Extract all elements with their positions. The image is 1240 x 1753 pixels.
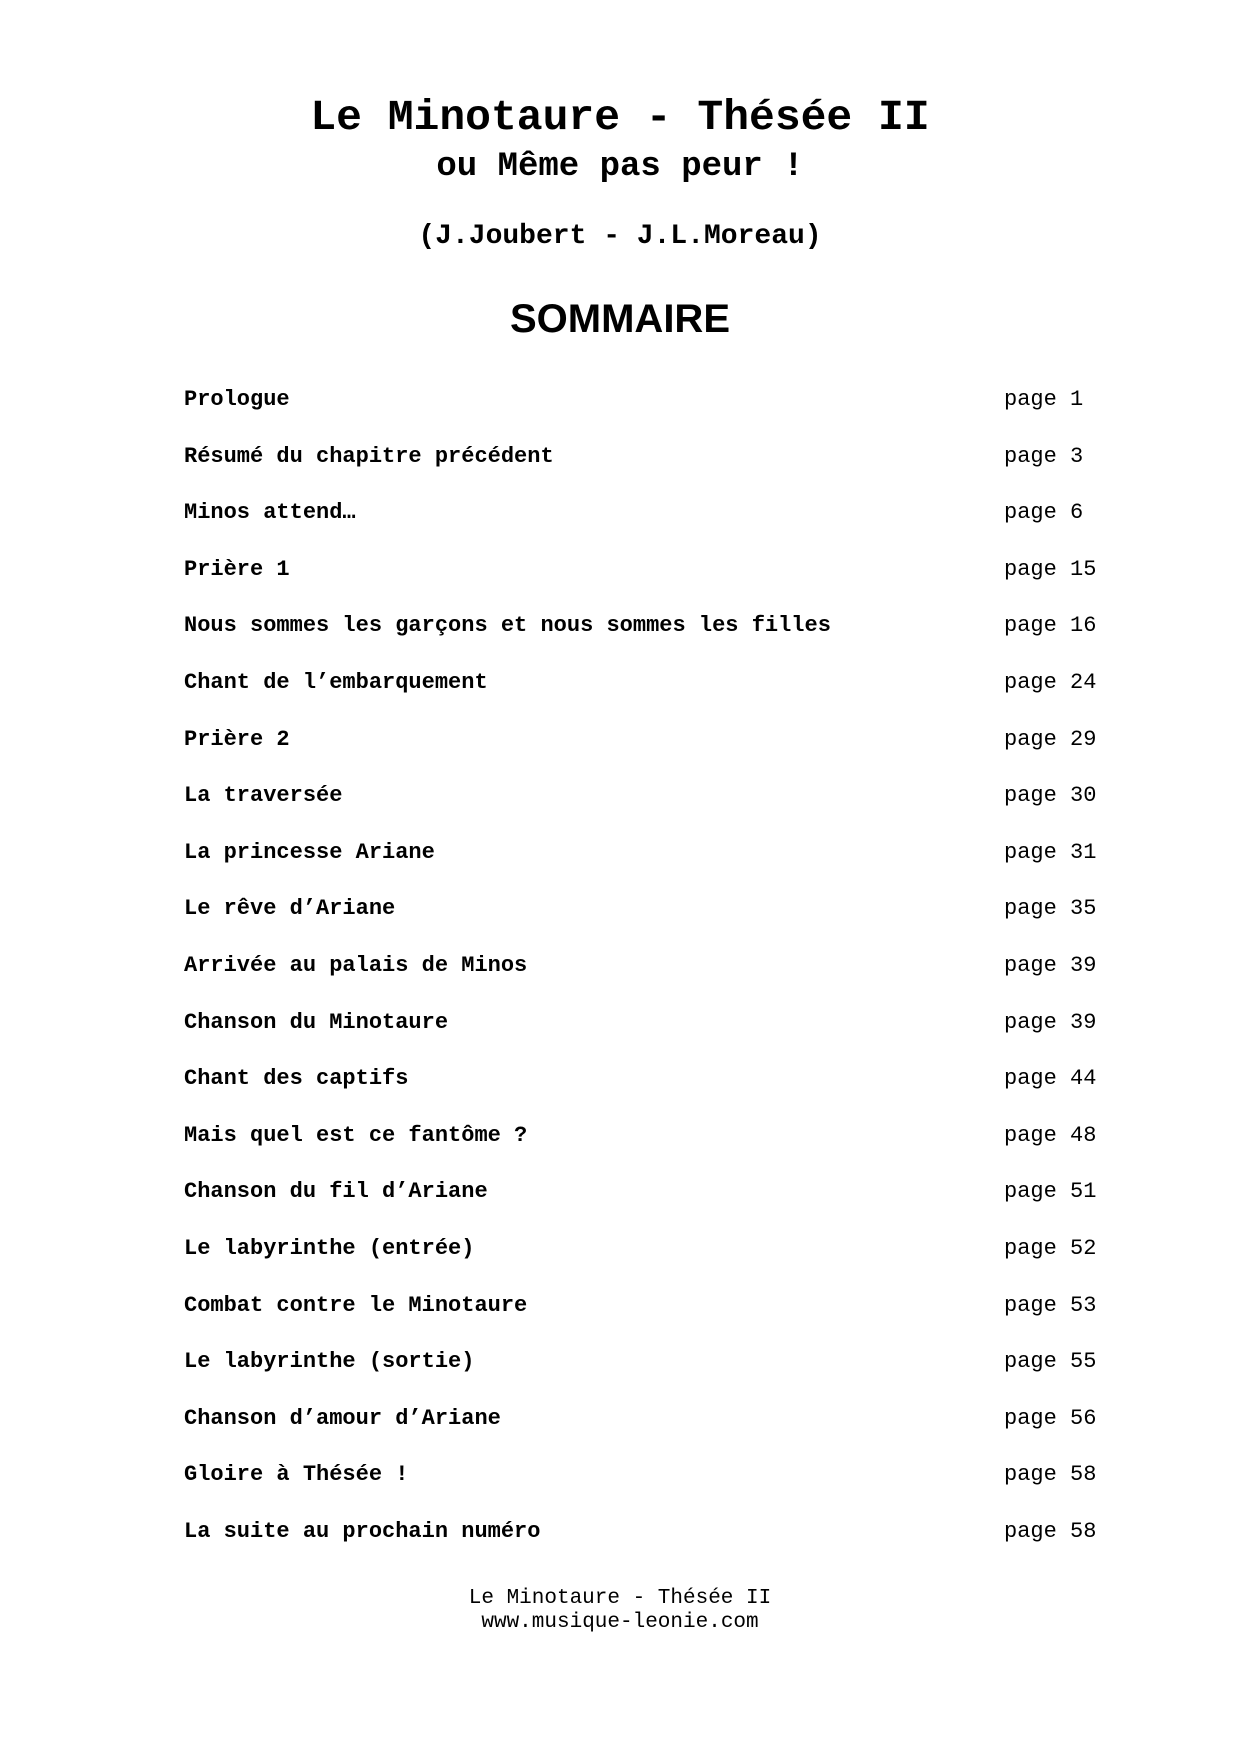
toc-entry-page: page 1: [1004, 387, 1084, 412]
toc-entry: [184, 1512, 1120, 1569]
toc-entry-title: Chanson du fil d’Ariane: [184, 1179, 488, 1205]
toc-entry-page: page 29: [1004, 726, 1097, 752]
toc-entry: [184, 437, 1120, 494]
toc-entry: [184, 889, 1120, 946]
table-of-contents: [184, 380, 1120, 1568]
toc-entry: [184, 833, 1120, 890]
toc-entry: [184, 1116, 1120, 1173]
toc-entry-page: page 16: [1004, 613, 1097, 639]
toc-entry-title: Chant de l’embarquement: [184, 669, 488, 695]
toc-entry: [184, 1003, 1120, 1060]
toc-entry-title: Le labyrinthe (entrée): [184, 1235, 475, 1261]
toc-entry-title: La suite au prochain numéro: [184, 1518, 541, 1544]
toc-entry: [184, 1455, 1120, 1512]
toc-entry-title: Résumé du chapitre précédent: [184, 443, 554, 469]
toc-entry: [184, 1229, 1120, 1286]
toc-entry-title: Gloire à Thésée !: [184, 1462, 409, 1488]
toc-entry-page: page 35: [1004, 896, 1097, 922]
toc-entry: [184, 493, 1120, 550]
toc-entry: [184, 1399, 1120, 1456]
toc-entry: [184, 1342, 1120, 1399]
toc-entry-page: page 31: [1004, 839, 1097, 865]
toc-entry-title: Prologue: [184, 387, 290, 412]
toc-entry-title: Chant des captifs: [184, 1066, 409, 1092]
toc-entry: [184, 606, 1120, 663]
document-title: Le Minotaure - Thésée II: [310, 93, 930, 142]
toc-entry-title: Le rêve d’Ariane: [184, 896, 396, 922]
toc-entry-page: page 39: [1004, 1009, 1097, 1035]
toc-entry-title: Prière 1: [184, 556, 290, 582]
toc-entry: [184, 550, 1120, 607]
toc-entry-title: Combat contre le Minotaure: [184, 1292, 528, 1318]
toc-entry-page: page 3: [1004, 443, 1084, 469]
toc-entry-page: page 56: [1004, 1405, 1097, 1431]
toc-entry-page: page 44: [1004, 1066, 1097, 1092]
toc-entry-page: page 51: [1004, 1179, 1097, 1205]
toc-entry: [184, 720, 1120, 777]
toc-entry-page: page 39: [1004, 952, 1097, 978]
table-of-contents-heading: SOMMAIRE: [510, 297, 730, 341]
toc-entry-page: page 6: [1004, 500, 1084, 526]
toc-entry-page: page 52: [1004, 1235, 1097, 1261]
toc-entry-title: Chanson d’amour d’Ariane: [184, 1405, 501, 1431]
authors-line: (J.Joubert - J.L.Moreau): [418, 221, 822, 252]
document-subtitle: ou Même pas peur !: [436, 148, 804, 186]
toc-entry-title: Le labyrinthe (sortie): [184, 1349, 475, 1375]
toc-entry: [184, 1172, 1120, 1229]
toc-entry: [184, 776, 1120, 833]
toc-entry-page: page 58: [1004, 1462, 1097, 1488]
toc-entry-title: La princesse Ariane: [184, 839, 435, 865]
toc-entry-page: page 48: [1004, 1122, 1097, 1148]
toc-entry: [184, 1059, 1120, 1116]
toc-entry-title: Nous sommes les garçons et nous sommes les filles: [184, 613, 831, 639]
toc-entry: [184, 663, 1120, 720]
footer-url: www.musique-leonie.com: [481, 1611, 759, 1634]
toc-entry: [184, 1286, 1120, 1343]
toc-entry-title: Arrivée au palais de Minos: [184, 952, 528, 978]
toc-entry-title: Chanson du Minotaure: [184, 1009, 449, 1035]
toc-entry-title: La traversée: [184, 783, 343, 809]
toc-entry-page: page 55: [1004, 1349, 1097, 1375]
toc-entry-page: page 15: [1004, 556, 1097, 582]
toc-entry: [184, 380, 1120, 437]
toc-entry-title: Minos attend…: [184, 500, 356, 526]
toc-entry-page: page 58: [1004, 1518, 1097, 1544]
toc-entry-page: page 30: [1004, 783, 1097, 809]
toc-entry-page: page 24: [1004, 669, 1097, 695]
toc-entry: [184, 946, 1120, 1003]
toc-entry-title: Prière 2: [184, 726, 290, 752]
toc-entry-page: page 53: [1004, 1292, 1097, 1318]
toc-entry-title: Mais quel est ce fantôme ?: [184, 1122, 528, 1148]
footer-title: Le Minotaure - Thésée II: [468, 1587, 772, 1610]
